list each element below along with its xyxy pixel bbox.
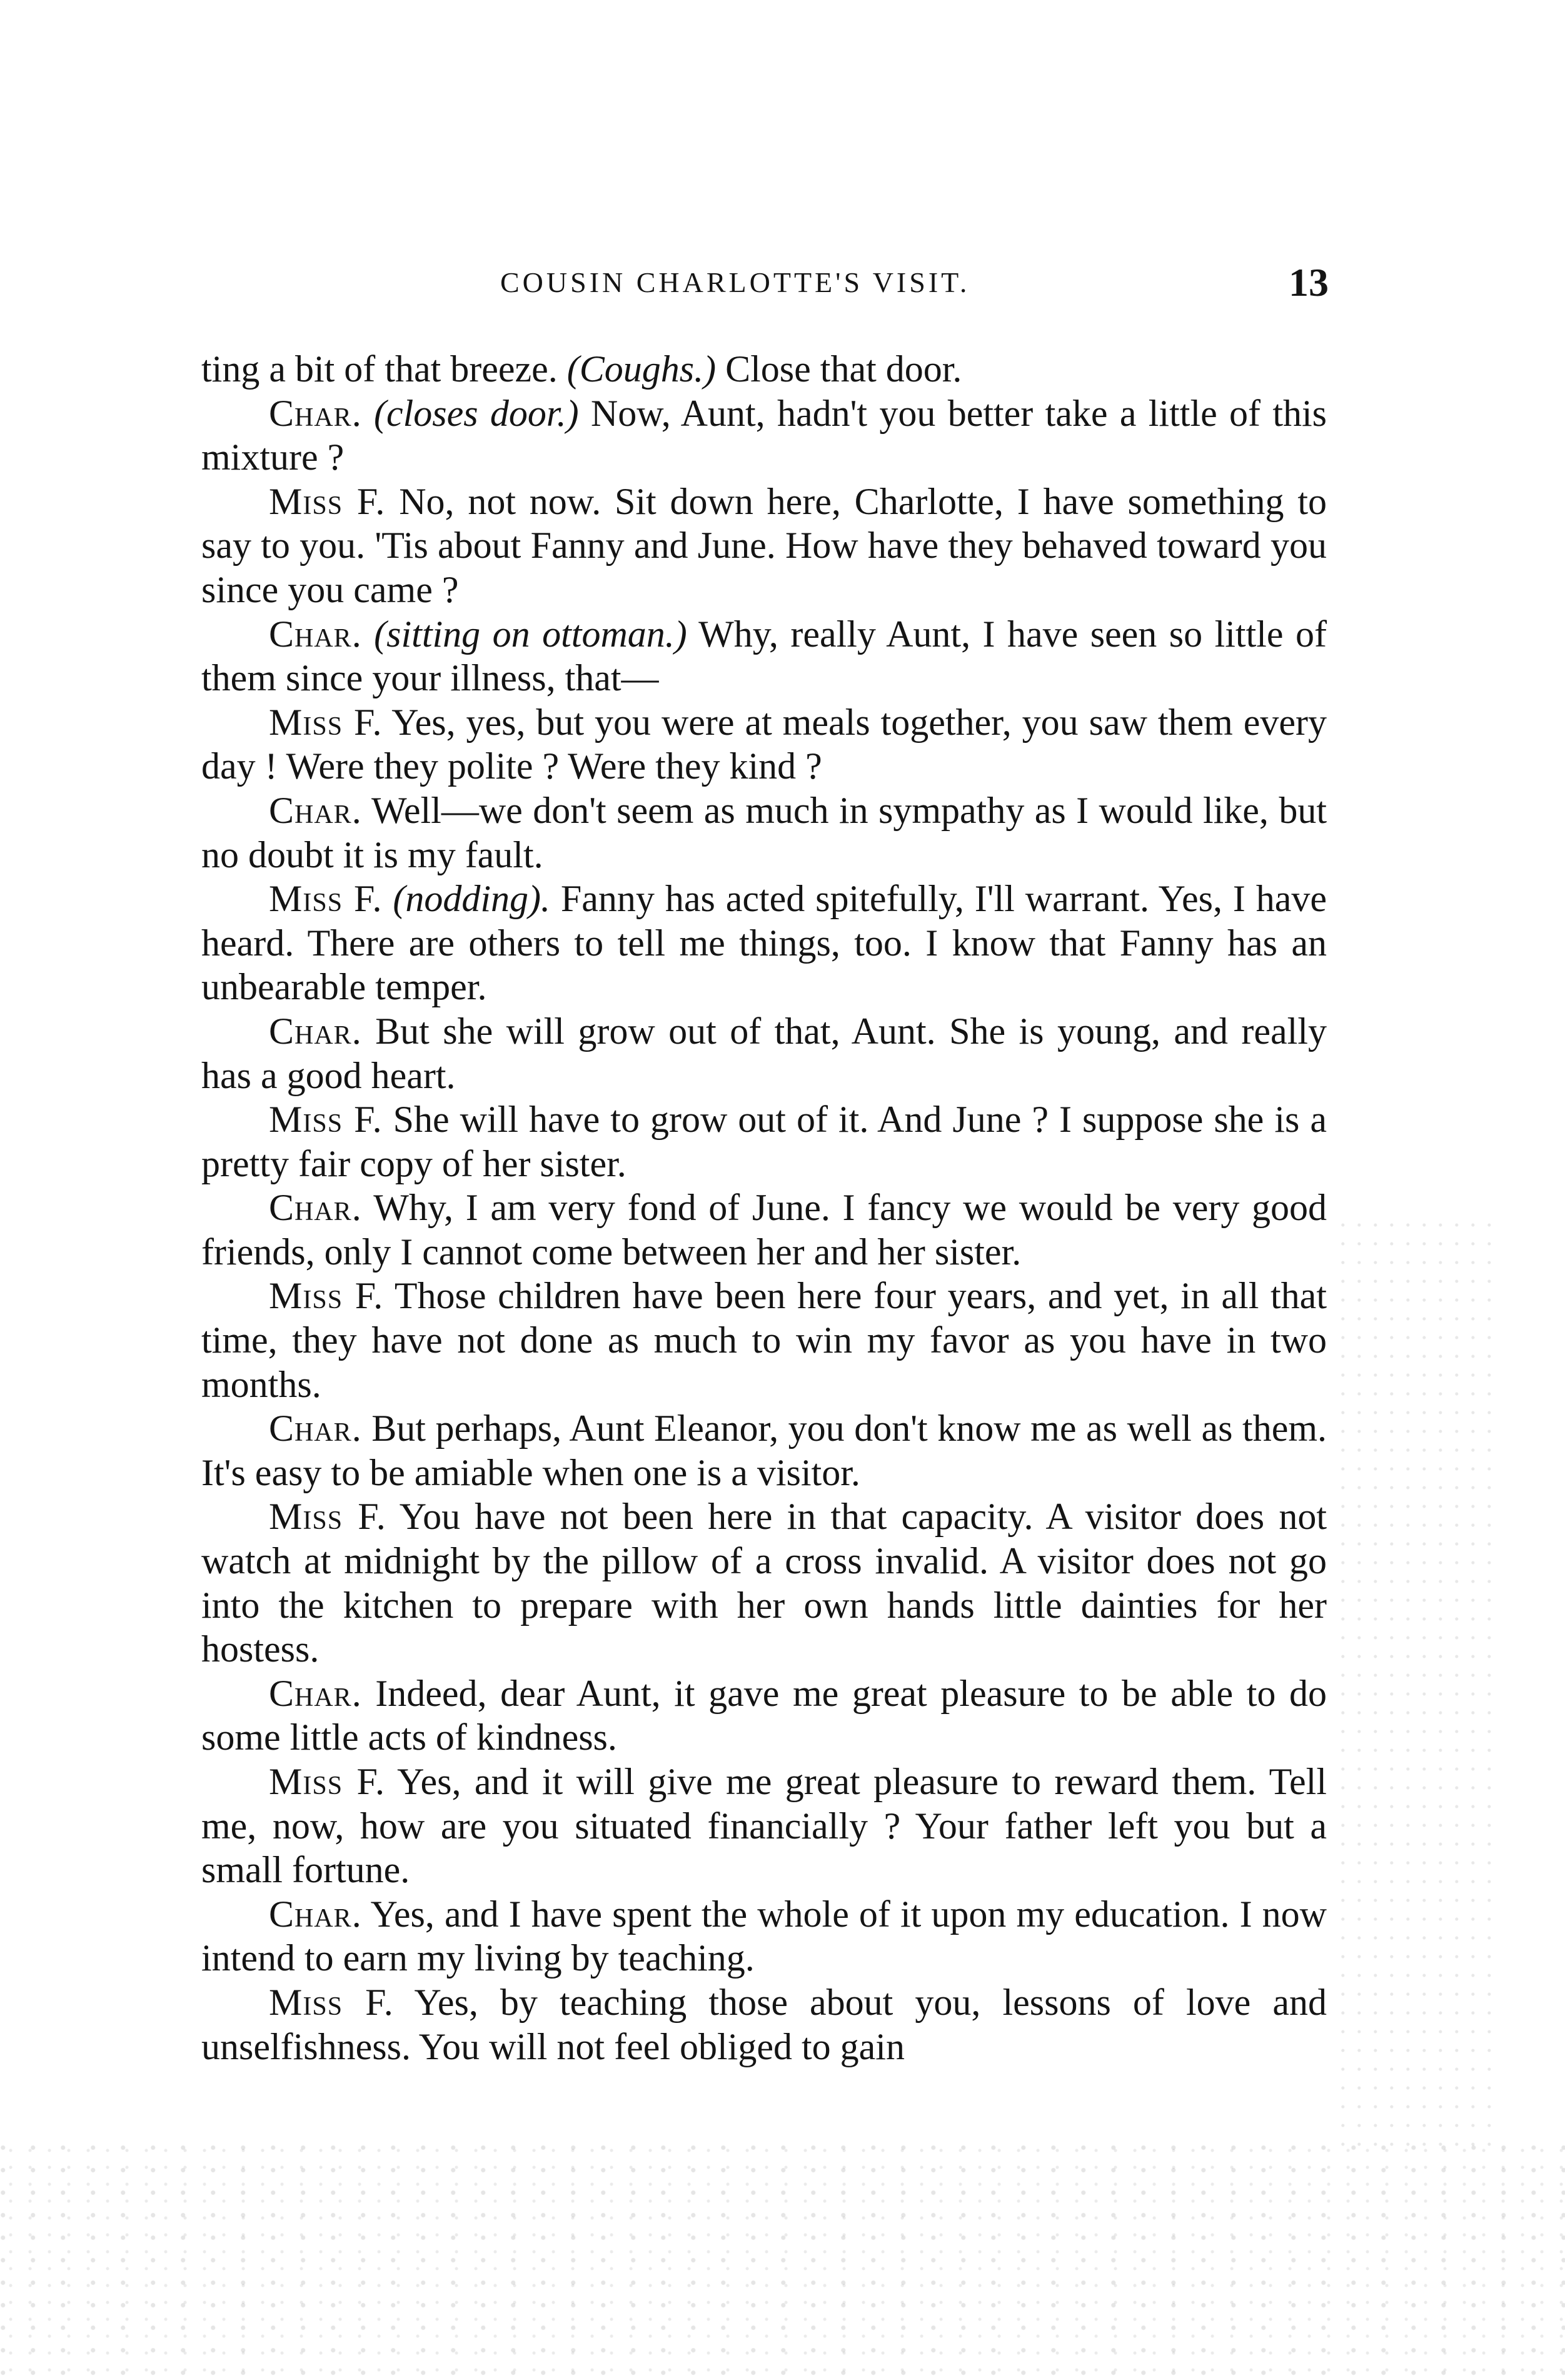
stage-direction: (sitting on ottoman.) [374,613,687,655]
speaker-name: Miss F. [269,1761,386,1802]
paragraph-text: Yes, yes, but you were at meals together, you saw them every day ! Were they polite ? Were they kind ? [201,701,1327,787]
stage-direction: (Coughs.) [566,348,717,390]
speaker-name: Miss F. [269,878,383,920]
paragraph-text: Now, Aunt, hadn't you better take a little of this mixture ? [201,392,1327,478]
dialogue-paragraph [201,1980,1327,2069]
paragraph-text: Yes, and I have spent the whole of it upon my education. I now intend to earn my living by teaching. [201,1893,1327,1979]
speaker-name: Char. [269,613,362,655]
paragraph-text: Indeed, dear Aunt, it gave me great pleasure to be able to do some little acts of kindness. [201,1672,1327,1758]
paragraph-text: Yes, by teaching those about you, lessons of love and unselfishness. You will not feel obliged to gain [201,1981,1327,2067]
speaker-name: Char. [269,1187,362,1229]
dialogue-paragraph [201,480,1327,612]
dialogue-paragraph [201,1495,1327,1671]
speaker-name: Miss F. [269,480,386,522]
paragraph-text: But perhaps, Aunt Eleanor, you don't know me as well as them. It's easy to be amiable when one is a visitor. [201,1408,1327,1493]
speaker-name: Char. [269,1010,362,1052]
dialogue-text [201,347,1327,2069]
print-speckle-bottom [0,2139,1565,2380]
dialogue-paragraph [201,1186,1327,1274]
speaker-name: Miss F. [269,1099,383,1141]
speaker-name: Char. [269,392,362,434]
stage-direction: (nodding). [393,878,551,920]
paragraph-text: You have not been here in that capacity. A visitor does not watch at midnight by the pillow of a cross invalid. A visitor does not go into the kitchen to prepare with her own hands little dainties for her hostess. [201,1496,1327,1670]
dialogue-paragraph [201,1274,1327,1406]
page-number: 13 [1289,260,1329,305]
paragraph-text: She will have to grow out of it. And June ? I suppose she is a pretty fair copy of her sister. [201,1099,1327,1184]
speaker-name: Char. [269,1893,362,1935]
paragraph-text: Yes, and it will give me great pleasure to reward them. Tell me, now, how are you situated financially ? Your father left you but a small fortune. [201,1761,1327,1891]
paragraph-text: Those children have been here four years, and yet, in all that time, they have not done as much to win my favor as you have in two months. [201,1275,1327,1405]
dialogue-paragraph [201,1892,1327,1980]
dialogue-paragraph [201,612,1327,700]
paragraph-text: Why, really Aunt, I have seen so little of them since your illness, that— [201,613,1327,699]
speaker-name: Char. [269,1672,362,1714]
speaker-name: Miss F. [269,1981,394,2023]
stage-direction: (closes door.) [374,392,579,434]
speaker-name: Miss F. [269,1496,386,1538]
paragraph-text: But she will grow out of that, Aunt. She is young, and really has a good heart. [201,1010,1327,1096]
running-title: COUSIN CHARLOTTE'S VISIT. [500,266,970,298]
speaker-name: Miss F. [269,1275,384,1317]
dialogue-paragraph [201,1009,1327,1097]
dialogue-paragraph [201,877,1327,1009]
dialogue-paragraph [201,700,1327,789]
dialogue-paragraph [201,789,1327,877]
speaker-name: Miss F. [269,701,383,743]
dialogue-paragraph [201,391,1327,480]
paragraph-text: No, not now. Sit down here, Charlotte, I have something to say to you. 'Tis about Fanny and June. How have they behaved toward you since you came ? [201,480,1327,610]
dialogue-paragraph [201,347,1327,391]
page-header [200,260,1329,316]
speaker-name: Char. [269,789,362,831]
dialogue-paragraph [201,1097,1327,1186]
dialogue-paragraph [201,1672,1327,1760]
speaker-name: Char. [269,1408,362,1450]
print-speckle-right [1338,1219,1501,2157]
dialogue-paragraph [201,1760,1327,1892]
paragraph-text: Why, I am very fond of June. I fancy we would be very good friends, only I cannot come between her and her sister. [201,1187,1327,1273]
dialogue-paragraph [201,1406,1327,1495]
paragraph-text: Fanny has acted spitefully, I'll warrant. Yes, I have heard. There are others to tell me things, too. I know that Fanny has an unbearable temper. [201,878,1327,1008]
paragraph-text: Close that door. [716,348,962,390]
paragraph-text: ting a bit of that breeze. [201,348,567,390]
paragraph-text: Well—we don't seem as much in sympathy as I would like, but no doubt it is my fault. [201,789,1327,875]
